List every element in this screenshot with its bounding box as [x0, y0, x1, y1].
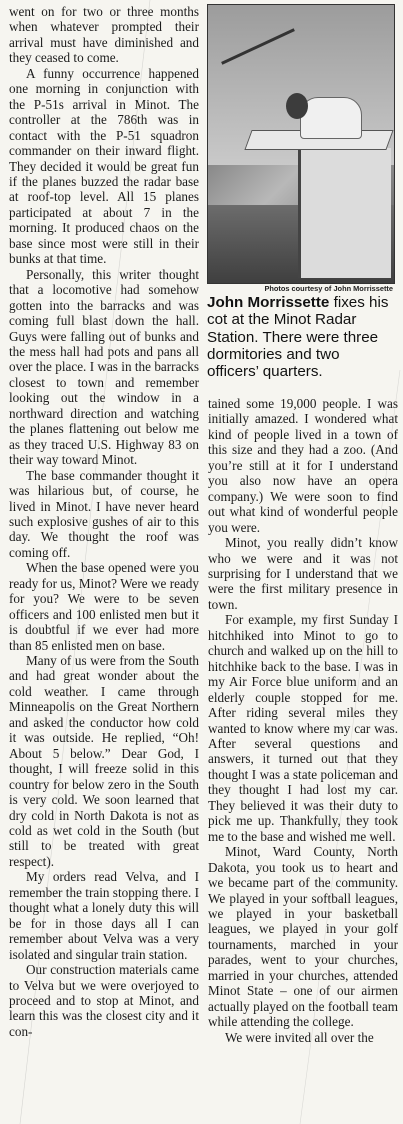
article-paragraph: went on for two or three months when whatever prompted their arrival must have diminished and they ceased to come.: [9, 4, 199, 66]
article-paragraph: Minot, Ward County, North Dakota, you took us to heart and we became part of the community. We played in your softball leagues, we played in your basketball leagues, we played in your golf tournaments, marched in your parades, went to your churches, married in your churches, attended Minot State – one of our airmen actually played on the football team while attending the college.: [208, 844, 398, 1030]
article-paragraph: A funny occurrence happened one morning in conjunction with the P-51s arrival in Minot. The controller at the 786th was in contact with the P-51 squadron commander on their inward flight. They decided it would be great fun if the planes buzzed the radar base at roof-top level. All 15 planes participated at about 7 in the morning. It produced chaos on the base since most were still in their bunks at that time.: [9, 65, 199, 267]
article-paragraph: Many of us were from the South and had great wonder about the cold weather. I came through Minneapolis on the Great Northern and asked the conductor how cold it was outside. He replied, “Oh! About 5 below.” Dear God, I thought, I will freeze solid in this country for below zero in the South is very cold. We soon learned that dry cold in North Dakota is not as cold as wet cold in the South (but still to be treated with great respect).: [9, 653, 199, 869]
article-paragraph: We were invited all over the: [225, 1029, 374, 1045]
article-paragraph: tained some 19,000 people. I was initially amazed. I wondered what kind of people lived in a town of this size and they had a zoo. (And you’re still at it for I understand you also now have an opera company.) We were soon to find out what kind of wonderful people you were.: [208, 396, 398, 535]
caption-name: John Morrissette: [207, 294, 330, 311]
article-paragraph: My orders read Velva, and I remember the train stopping there. I thought what a lonely duty this will be for in those days all I can remember about Velva was a very isolated and singular train station.: [9, 869, 199, 962]
article-paragraph: Our construction materials came to Velva but we were overjoyed to proceed and to stop at Minot, and learn this was the closest city and it con-: [9, 962, 199, 1039]
news-photo: [207, 4, 395, 284]
photo-caption: [207, 294, 393, 380]
article-paragraph: The base commander thought it was hilarious but, of course, he lived in Minot. I have never heard such explosive gushes of air to this day. We thought the roof was coming off.: [9, 467, 199, 560]
photo-credit: Photos courtesy of John Morrissette: [264, 284, 393, 293]
left-article-column: [9, 4, 199, 1120]
caption-text: fixes his cot at the Minot Radar Station. There were three dormitories and two officers’ quarters.: [207, 294, 389, 381]
article-paragraph: Personally, this writer thought that a locomotive had somehow gotten into the barracks and was coming full blast down the hall. Guys were falling out of bunks and the mess hall had pots and pans all over the place. I was in the barracks closest to town and remember looking out the window in a northward direction and watching the planes flattening out below me as they traced U.S. Highway 83 on their way toward Minot.: [9, 266, 199, 468]
photo-person-body: [300, 97, 362, 139]
photo-cot-side: [298, 148, 391, 278]
right-article-column: [208, 396, 398, 1122]
article-paragraph: When the base opened were you ready for us, Minot? Were we ready for you? We were to be seven officers and 100 enlisted men but it is doubtful if we ever had more than 85 enlisted men on base.: [9, 560, 199, 653]
article-paragraph: Minot, you really didn’t know who we were and it was not surprising for I understand that we were the first military presence in town.: [208, 535, 398, 612]
article-paragraph: For example, my first Sunday I hitchhiked into Minot to go to church and walked up on the hill to hitchhike back to the base. I was in my Air Force blue uniform and an elderly couple stopped for me. After riding several miles they wanted to know where my car was. After several questions and answers, it turned out that they thought I was a state policeman and they thought I had lost my car. They believed it was their duty to pick me up. Thankfully, they took me to the base and wished me well.: [208, 612, 398, 844]
photo-person-head: [286, 93, 308, 119]
